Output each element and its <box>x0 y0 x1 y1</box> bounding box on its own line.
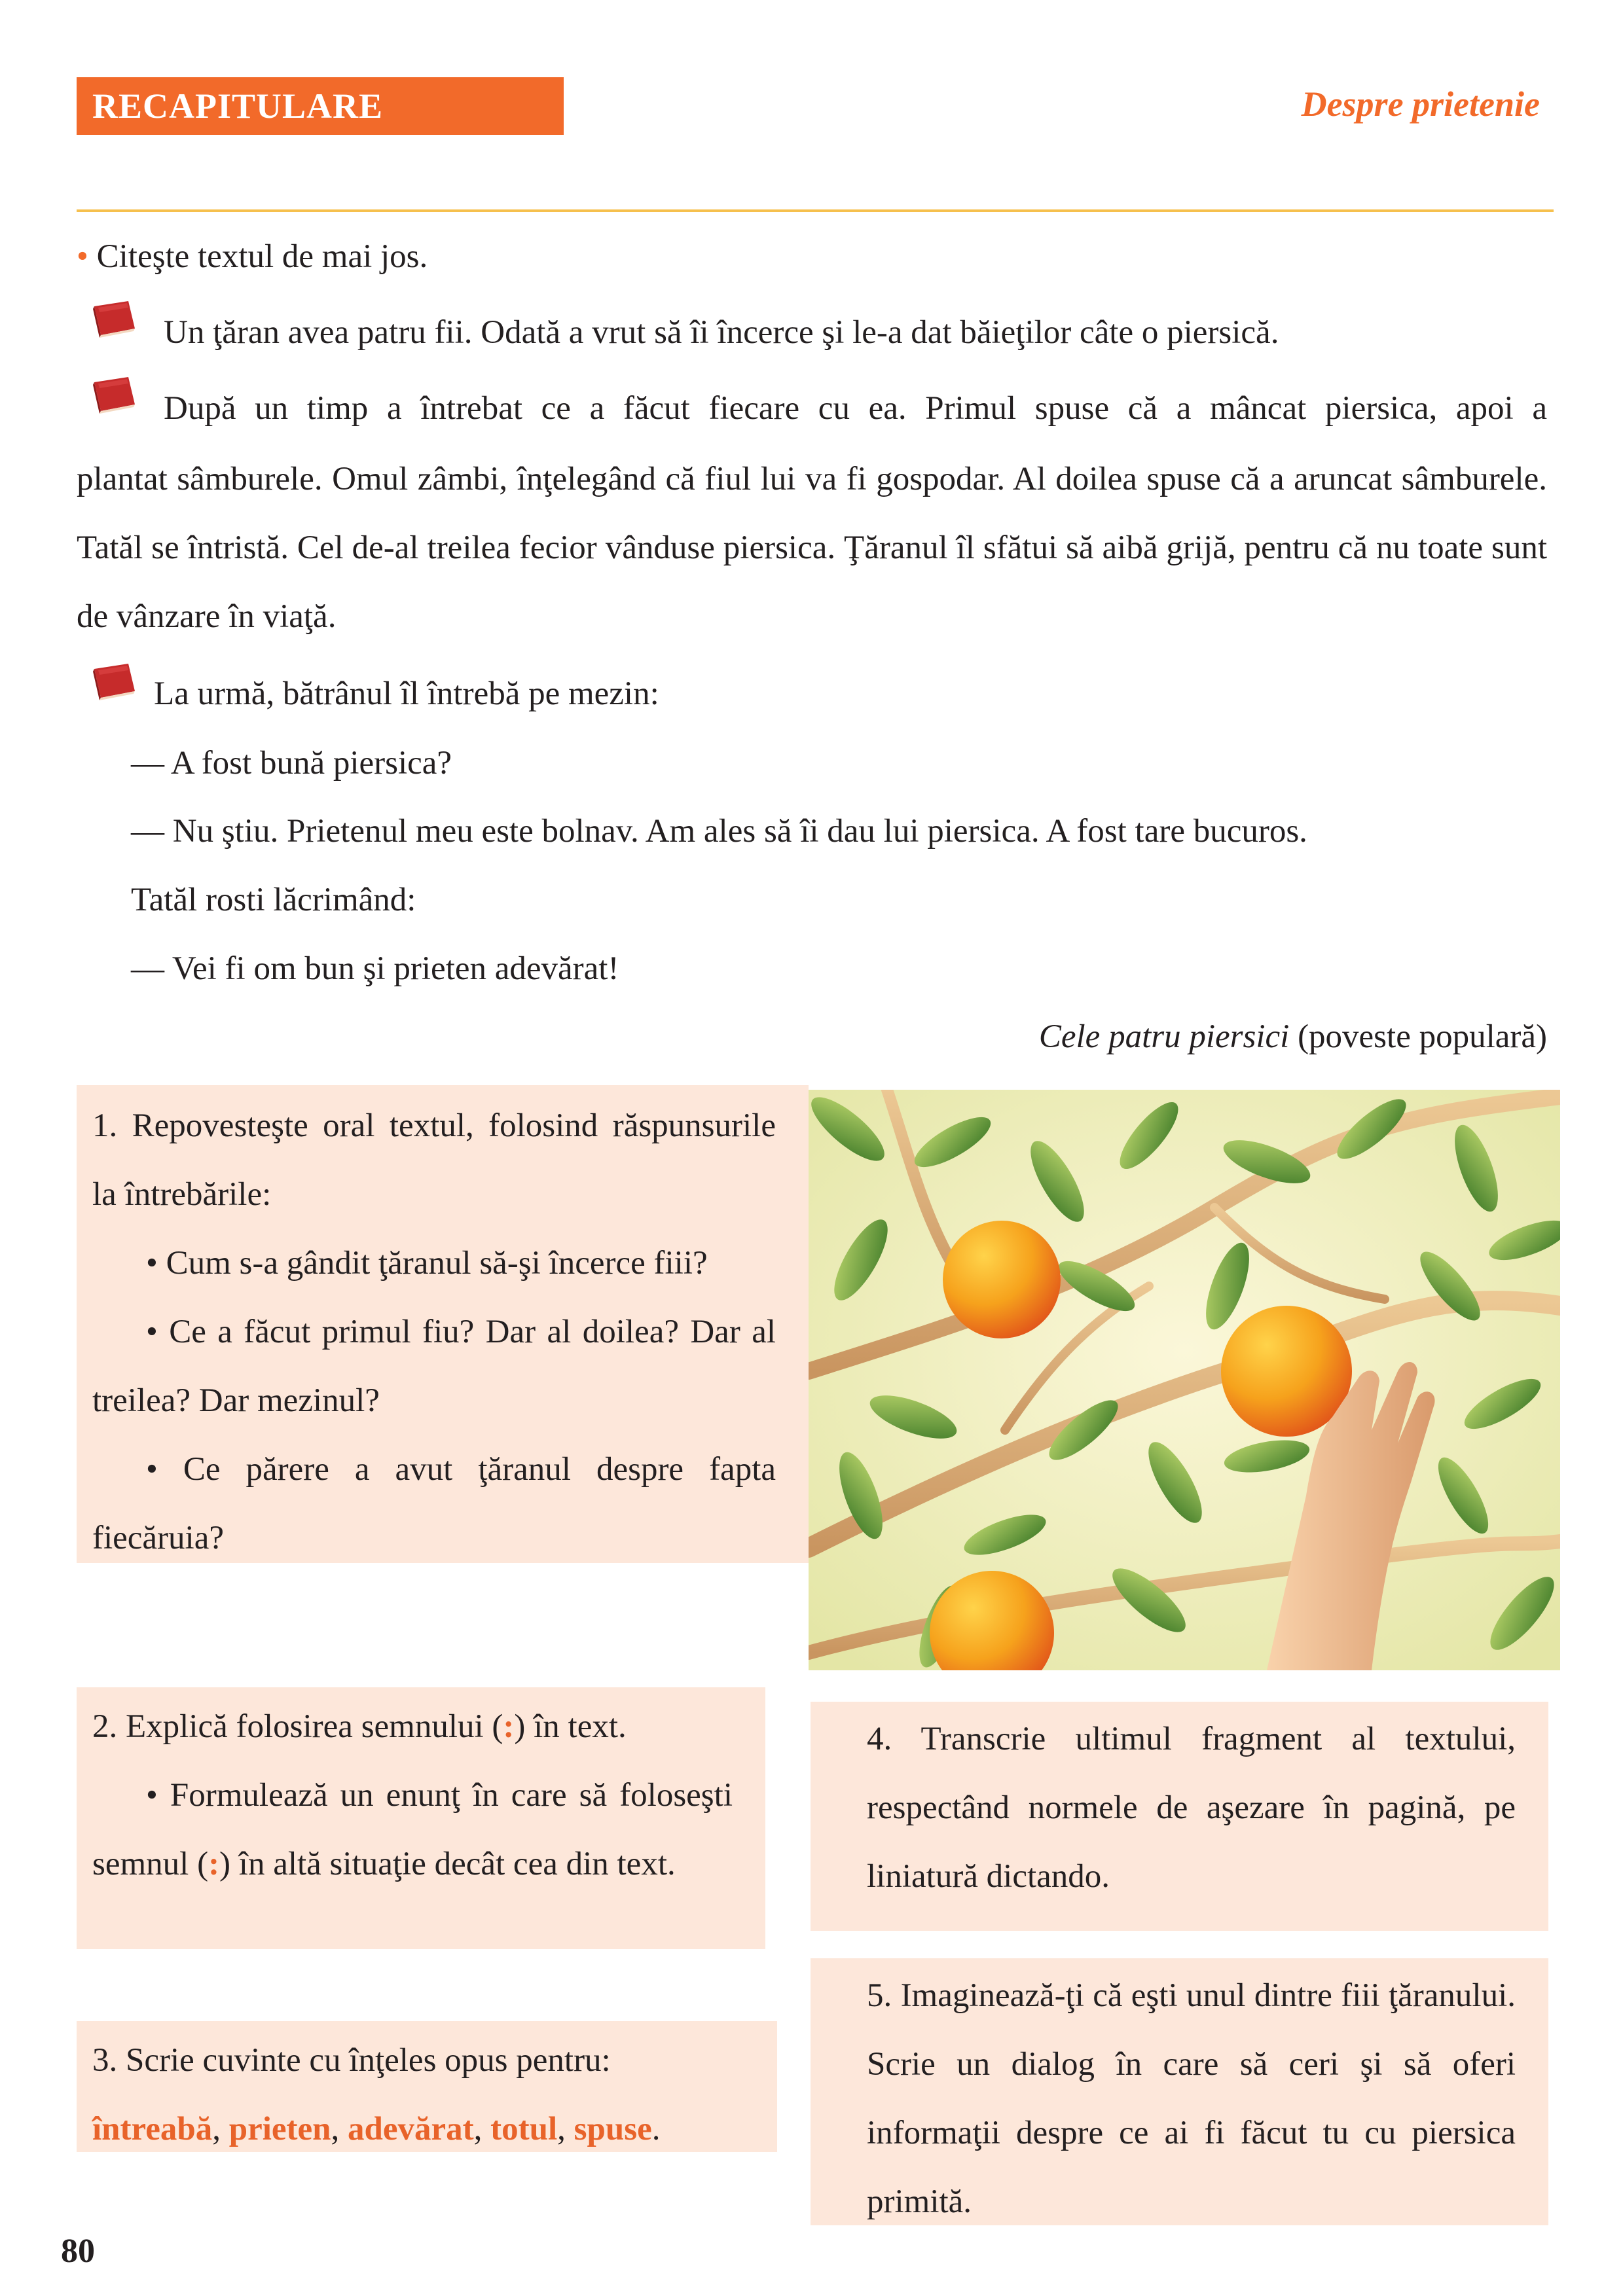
book-icon <box>89 376 137 415</box>
peach-tree-illustration <box>809 1090 1560 1670</box>
word-separator: , <box>212 2111 229 2147</box>
source-title: Cele patru piersici <box>1038 1018 1290 1055</box>
antonym-word: întreabă <box>92 2111 213 2147</box>
colon-symbol: : <box>208 1846 220 1882</box>
exercise-3-words <box>92 2095 761 2164</box>
exercise-1-question: • Cum s-a gândit ţăranul să-şi încerce fiii? <box>146 1245 708 1282</box>
dialog-line: — Vei fi om bun şi prieten adevărat! <box>131 950 619 987</box>
word-separator: , <box>557 2111 574 2147</box>
intro-text: Citeşte textul de mai jos. <box>96 238 428 275</box>
dialog-line: Tatăl rosti lăcrimând: <box>131 882 416 918</box>
topic-title: Despre prietenie <box>1301 84 1540 124</box>
word-separator: , <box>473 2111 491 2147</box>
intro-instruction <box>77 237 428 276</box>
exercise-2-text <box>92 1693 733 1761</box>
story-source <box>1039 1017 1547 1056</box>
dialog-line: — Nu ştiu. Prietenul meu este bolnav. Am ales să îi dau lui piersica. A fost tare bucuros. <box>131 813 1307 850</box>
exercise-1-question: • Ce a făcut primul fiu? Dar al doilea? Dar al treilea? Dar mezinul? <box>92 1314 776 1419</box>
story-paragraph-3: La urmă, bătrânul îl întrebă pe mezin: <box>154 675 659 712</box>
story-paragraph-2-first-line: După un timp a întrebat ce a făcut fiecare cu ea. Primul spuse că a mâncat piersica, apoi a <box>164 390 1547 427</box>
exercise-3-box <box>77 2021 777 2152</box>
word-separator: , <box>331 2111 348 2147</box>
page-number: 80 <box>61 2233 95 2270</box>
exercise-4-text: 4. Transcrie ultimul fragment al textului, respectând normele de aşezare în pagină, pe liniatură dictando. <box>867 1721 1516 1895</box>
antonym-word: spuse <box>574 2111 652 2147</box>
exercise-1-question: • Ce părere a avut ţăranul despre fapta fiecăruia? <box>92 1451 776 1556</box>
exercise-2-part: ) în text. <box>514 1708 627 1745</box>
antonym-word: prieten <box>228 2111 331 2147</box>
story-paragraph-1: Un ţăran avea patru fii. Odată a vrut să îi încerce şi le-a dat băieţilor câte o piersică. <box>164 314 1279 351</box>
section-label: RECAPITULARE <box>77 77 564 135</box>
colon-symbol: : <box>503 1708 515 1745</box>
antonym-word: totul <box>490 2111 558 2147</box>
exercise-5-text: 5. Imaginează-ţi că eşti unul dintre fiii ţăranului. Scrie un dialog în care să ceri şi să oferi informaţii despre ce ai fi făcut tu cu piersica primită. <box>867 1977 1516 2220</box>
header-divider <box>77 209 1554 212</box>
word-terminator: . <box>651 2111 661 2147</box>
book-icon <box>89 300 137 339</box>
exercise-2-part: 2. Explică folosirea semnului ( <box>92 1708 503 1745</box>
dialog-line: — A fost bună piersica? <box>131 745 452 781</box>
exercise-2-subtask <box>92 1761 733 1899</box>
exercise-2-box <box>77 1687 765 1949</box>
bullet-icon: • <box>77 238 88 275</box>
exercise-4-box <box>811 1702 1548 1931</box>
exercise-3-text: 3. Scrie cuvinte cu înţeles opus pentru: <box>92 2042 611 2079</box>
book-icon <box>89 662 137 702</box>
story-paragraph-2: plantat sâmburele. Omul zâmbi, înţelegând că fiul lui va fi gospodar. Al doilea spuse că a aruncat sâmburele. Tatăl se întristă. Cel de-al treilea fecior vânduse piersica. Ţăranul îl sfătui să aibă grijă, pentru că nu toate sunt de vânzare în viaţă. <box>77 461 1547 635</box>
exercise-1-box <box>77 1085 809 1563</box>
exercise-2-part: ) în altă situaţie decât cea din text. <box>219 1846 676 1882</box>
exercise-1-text: 1. Repovesteşte oral textul, folosind răspunsurile la întrebările: <box>92 1107 776 1213</box>
antonym-word: adevărat <box>348 2111 474 2147</box>
exercise-5-box <box>811 1958 1548 2225</box>
exercise-2-part: • Formulează un enunţ în care să foloseşti semnul ( <box>92 1777 733 1882</box>
source-note: (poveste populară) <box>1298 1018 1547 1055</box>
